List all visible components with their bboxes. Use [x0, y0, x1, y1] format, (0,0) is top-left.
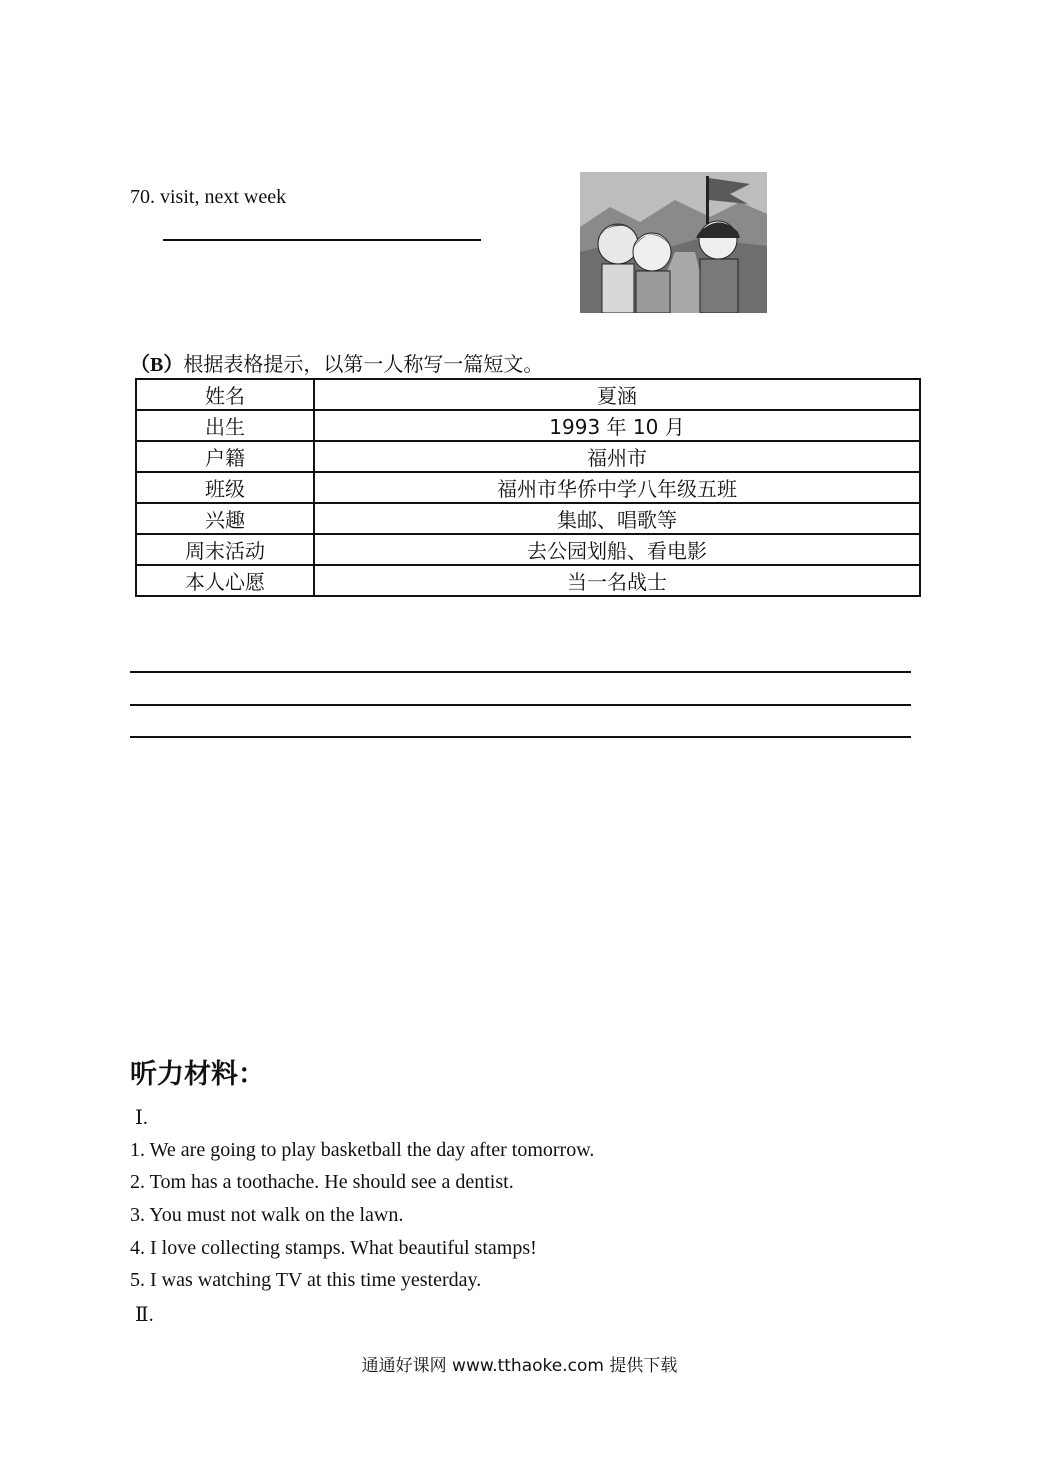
table-cell-value: 福州市华侨中学八年级五班	[314, 472, 920, 503]
listening-part-2-label: Ⅱ.	[135, 1304, 154, 1326]
writing-line	[130, 736, 911, 738]
listening-sentence: 2. Tom has a toothache. He should see a dentist.	[130, 1171, 514, 1193]
table-row	[136, 503, 920, 534]
table-cell-value: 当一名战士	[314, 565, 920, 596]
table-cell-value: 去公园划船、看电影	[314, 534, 920, 565]
listening-sentence: 4. I love collecting stamps. What beautiful stamps!	[130, 1237, 537, 1259]
table-row	[136, 379, 920, 410]
answer-line-70	[163, 239, 481, 241]
table-cell-key: 本人心愿	[136, 565, 314, 596]
listening-sentence: 3. You must not walk on the lawn.	[130, 1204, 404, 1226]
table-cell-value: 夏涵	[314, 379, 920, 410]
listening-heading: 听力材料：	[130, 1059, 265, 1090]
page-footer: 通通好课网 www.tthaoke.com 提供下载	[361, 1356, 678, 1376]
question-70-prompt: 70. visit, next week	[130, 186, 287, 208]
table-cell-key: 周末活动	[136, 534, 314, 565]
table-cell-value: 集邮、唱歌等	[314, 503, 920, 534]
table-cell-key: 兴趣	[136, 503, 314, 534]
listening-part-1-label: Ⅰ.	[135, 1107, 148, 1129]
table-cell-value: 福州市	[314, 441, 920, 472]
table-cell-key: 班级	[136, 472, 314, 503]
listening-sentence: 1. We are going to play basketball the day after tomorrow.	[130, 1139, 595, 1161]
table-cell-key: 户籍	[136, 441, 314, 472]
table-row	[136, 410, 920, 441]
table-cell-key: 出生	[136, 410, 314, 441]
writing-line	[130, 704, 911, 706]
listening-sentence: 5. I was watching TV at this time yesterday.	[130, 1269, 482, 1291]
great-wall-hikers-illustration	[580, 172, 767, 313]
table-row	[136, 472, 920, 503]
table-cell-value: 1993 年 10 月	[314, 410, 920, 441]
table-cell-key: 姓名	[136, 379, 314, 410]
table-row	[136, 565, 920, 596]
writing-line	[130, 671, 911, 673]
section-b-label: （B）	[130, 354, 184, 376]
section-b-text: 根据表格提示，以第一人称写一篇短文。	[183, 354, 544, 376]
table-row	[136, 534, 920, 565]
section-b-instruction	[130, 348, 543, 377]
table-row	[136, 441, 920, 472]
profile-table	[135, 378, 921, 597]
